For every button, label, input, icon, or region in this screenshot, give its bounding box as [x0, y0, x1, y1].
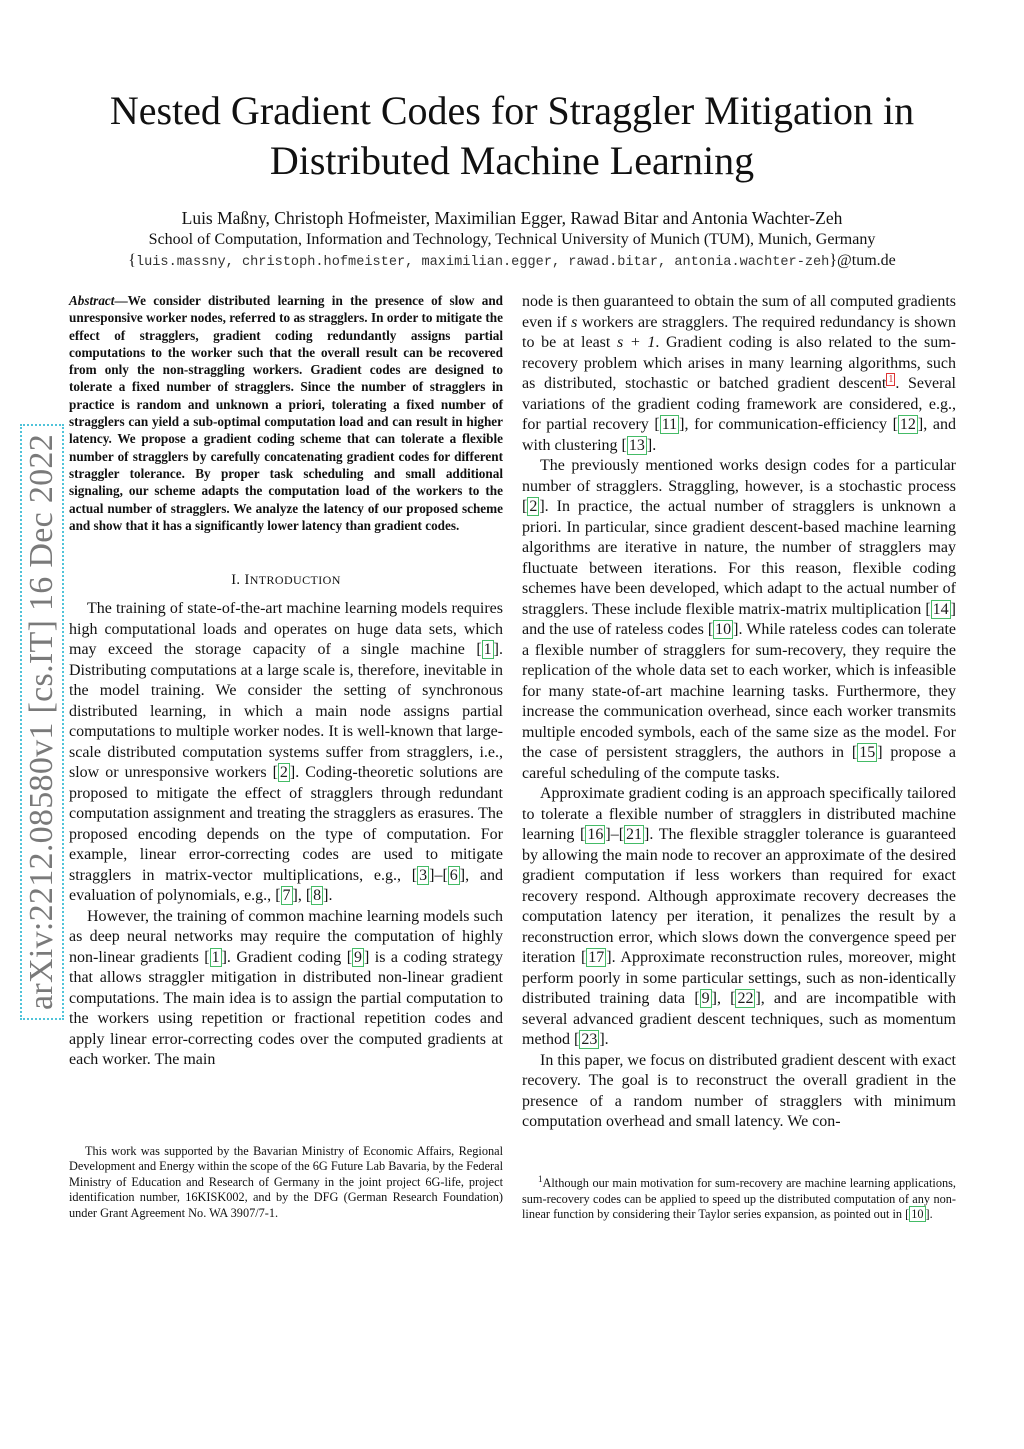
affiliation: School of Computation, Information and Technology, Technical University of Munich (TUM), Munich, Germany	[148, 231, 876, 248]
citation-link[interactable]: 12	[899, 416, 916, 433]
citation-link[interactable]: 1	[483, 641, 492, 659]
footnote-ref-link[interactable]: 1	[888, 373, 894, 385]
citation-link[interactable]: 22	[737, 990, 754, 1007]
intro-paragraph-2: However, the training of common machine learning models such as deep neural networks may require the computation of highly non-linear gradients [ 1 ]. Gradient coding [ 9 ] is a coding strategy that allows straggler mitigation in distributed non-linear gradient computations. The main idea is to assign the partial computation to the workers using repetition or fractional repetition codes and apply linear error-correcting codes over the computed gradients at each worker. The main	[69, 907, 504, 1069]
email-line	[40, 252, 984, 270]
citation-link[interactable]: 8	[313, 887, 322, 905]
right-paragraph-4: In this paper, we focus on distributed gradient descent with exact recovery. The goal is to reconstruct the overall gradient in the presence of a random number of stragglers with minimum computation overhead and small latency. We con-	[522, 1051, 956, 1130]
section-number: I.	[231, 572, 245, 589]
citation-link[interactable]: 6	[449, 866, 458, 884]
section-initial: I	[244, 572, 250, 589]
citation-link[interactable]: 16	[587, 826, 604, 843]
footnote-mark: 1	[538, 1174, 543, 1184]
right-paragraph-3: Approximate gradient coding is an approach specifically tailored to tolerate a flexible number of stragglers in distributed machine learning [ 16 ]–[ 21 ]. The flexible straggler tolerance is guaranteed by allowing the main node to recover an approximate of the desired gradient computation if less workers than required for exact recovery respond. Although approximate recovery decreases the computation latency per iteration, it penalizes the result by a reconstruction error, which slows down the convergence speed per iteration [ 17 ]. Approximate reconstruction rules, moreover, might perform poorly in some particular settings, such as non-identically distributed training data [ 9 ], [ 22 ], and are incompatible with several advanced gradient descent techniques, such as momentum method [ 23 ].	[522, 785, 957, 1048]
citation-link[interactable]: 13	[628, 436, 645, 454]
right-paragraph-1: node is then guaranteed to obtain the sum of all computed gradients even if s workers are stragglers. The required redundancy is shown to be at least s + 1. Gradient coding is also related to the sum-recovery problem which arises in many learning algorithms, such as distributed, stochastic or batched gradient descent $^1$ . Several variations of the gradient coding framework are considered, e.g., for partial recovery [ 11 ], for communication-efficiency [ 12 ], and with clustering [ 13 ].	[522, 293, 957, 454]
section-title-rest: NTRODUCTION	[249, 573, 341, 588]
right-paragraph-2: The previously mentioned works design codes for a particular number of stragglers. Straggling, however, is a stochastic process [ 2 ]. In practice, the actual number of stragglers is unknown a priori. In particular, since gradient descent-based machine learning algorithms are iterative in nature, the number of stragglers may fluctuate between iterations. For this reason, flexible coding schemes have been developed, which adapt to the actual number of stragglers. These include flexible matrix-matrix multiplication [ 14 ] and the use of rateless codes [ 10 ]. While rateless codes can tolerate a flexible number of stragglers for sum-recovery, they require the replication of the whole data set to each worker, which is infeasible for many state-of-art machine learning tasks. Furthermore, they increase the communication overhead, since each worker transmits multiple encoded symbols, each of the same size as the model. For the case of persistent stragglers, the authors in [ 15 ] propose a careful scheduling of the compute tasks.	[522, 457, 956, 782]
citation-link[interactable]: 7	[282, 887, 291, 905]
citation-link[interactable]: 17	[588, 949, 605, 966]
citation-link[interactable]: 11	[661, 416, 678, 433]
citation-link[interactable]: 15	[859, 744, 876, 761]
citation-link[interactable]: 2	[279, 764, 288, 782]
citation-link[interactable]: 23	[581, 1031, 598, 1048]
abstract-text: —We consider distributed learning in the presence of slow and unresponsive worker nodes, referred to as stragglers. In order to mitigate the effect of stragglers, gradient coding redundantly assigns partial computations to the worker such that the overall result can be recovered from only the non-straggling workers. Gradient codes are designed to tolerate a fixed number of stragglers. Since the number of stragglers in practice is random and unknown a priori, tolerating a fixed number of stragglers can yield a sub-optimal computation load and can result in higher latency. We propose a gradient coding scheme that can tolerate a flexible number of stragglers by carefully concatenating gradient codes for different straggler tolerance. By proper task scheduling and small additional signaling, our scheme adapts the computation load of the workers to the actual number of stragglers. We analyze the latency of our proposed scheme and show that it has a significantly lower latency than gradient codes.	[69, 293, 503, 533]
funding-footnote: This work was supported by the Bavarian Ministry of Economic Affairs, Regional Development and Energy within the scope of the 6G Future Lab Bavaria, by the Federal Ministry of Education and Research of Germany in the joint project 6G-life, project identification number, 16KISK002, and by the DFG (German Research Foundation) under Grant Agreement No. WA 3907/7-1.	[69, 1144, 503, 1220]
citation-link[interactable]: 3	[419, 866, 428, 884]
citation-link[interactable]: 9	[354, 948, 363, 966]
footnote-1: $^1$Although our main motivation for sum-recovery are machine learning applications, sum-recovery codes can be applied to speed up the distributed computation of any non-linear function by considering their Taylor series expansion, as pointed out in [ 10 ].	[522, 1174, 956, 1221]
email-brace-open: {	[128, 252, 136, 269]
math-s-plus-1: s + 1	[617, 334, 656, 351]
email-domain: }@tum.de	[829, 252, 896, 269]
citation-link[interactable]: 1	[211, 948, 220, 966]
math-s: s	[571, 313, 578, 331]
citation-link[interactable]: 2	[529, 498, 538, 515]
email-list: luis.massny, christoph.hofmeister, maximilian.egger, rawad.bitar, antonia.wachter-zeh	[135, 255, 830, 270]
author-list: Luis Maßny, Christoph Hofmeister, Maximilian Egger, Rawad Bitar and Antonia Wachter-Zeh	[181, 208, 843, 228]
citation-link[interactable]: 10	[911, 1206, 924, 1221]
citation-link[interactable]: 9	[701, 990, 710, 1007]
abstract-label: Abstract	[69, 293, 115, 308]
right-column	[522, 292, 956, 1133]
left-column	[69, 292, 503, 1071]
section-heading-introduction	[69, 572, 503, 589]
citation-link[interactable]: 21	[626, 826, 643, 843]
arxiv-stamp-text[interactable]: arXiv:2212.08580v1 [cs.IT] 16 Dec 2022	[23, 433, 60, 1011]
abstract	[69, 292, 503, 534]
paper-title: Nested Gradient Codes for Straggler Mitigation in Distributed Machine Learning	[109, 88, 915, 183]
intro-paragraph-1: The training of state-of-the-art machine learning models requires high computational loads and operates on huge data sets, which may exceed the storage capacity of a single machine [ 1 ]. Distributing computations at a large scale is, therefore, inevitable in the model training. We consider the setting of synchronous distributed learning, in which a main node assigns partial computations to multiple worker nodes. It is well-known that large-scale distributed computation systems suffer from stragglers, i.e., slow or unresponsive workers [ 2 ]. Coding-theoretic solutions are proposed to mitigate the effect of stragglers through redundant computation assignment and treating the stragglers as erasures. The proposed encoding depends on the type of computation. For example, linear error-correcting codes are used to mitigate stragglers in matrix-vector multiplications, e.g., [ 3 ]–[ 6 ], and evaluation of polynomials, e.g., [ 7 ], [ 8 ].	[69, 600, 504, 905]
citation-link[interactable]: 14	[932, 600, 949, 618]
citation-link[interactable]: 10	[715, 621, 732, 638]
